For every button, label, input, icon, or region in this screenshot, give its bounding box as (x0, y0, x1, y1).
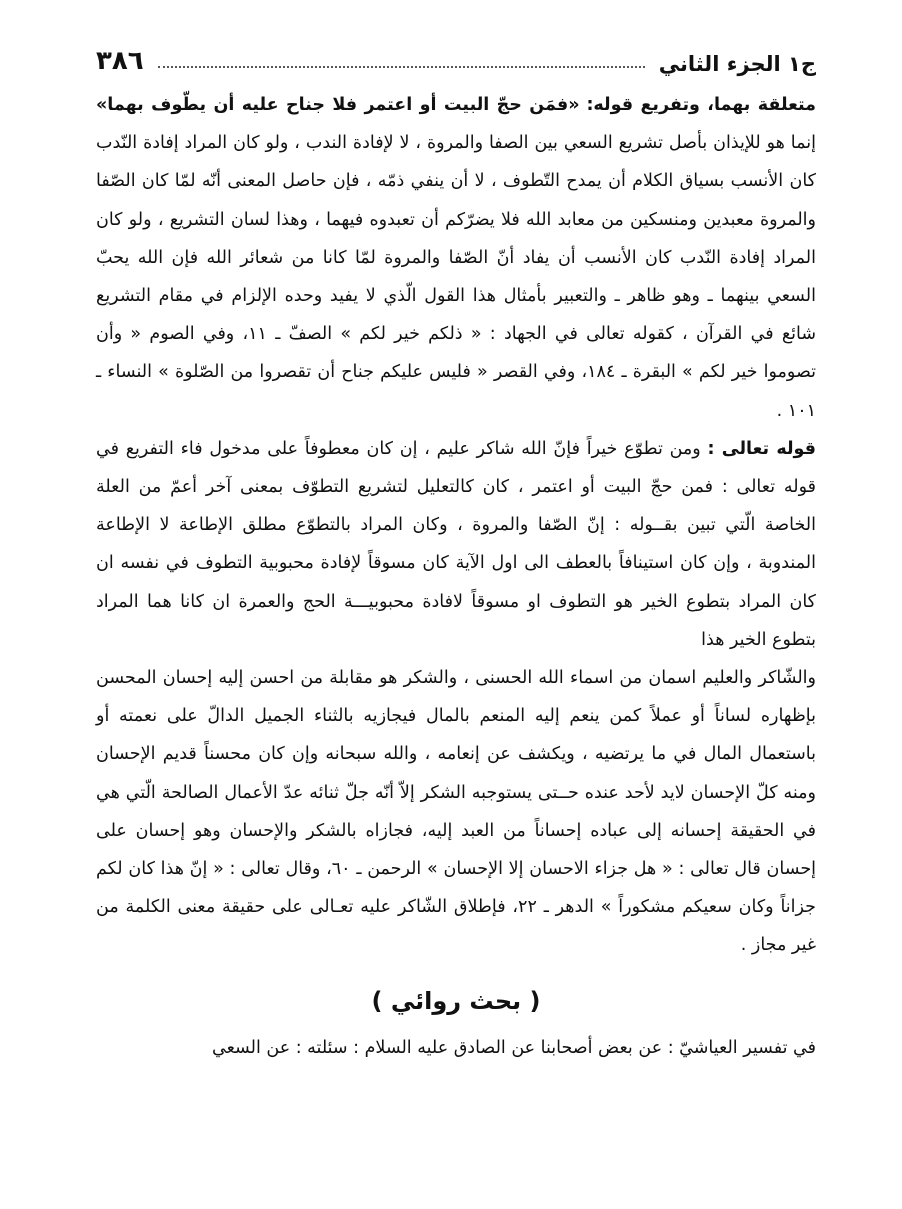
section-heading: ( بحث روائي ) (371, 986, 541, 1015)
page-header (96, 36, 816, 76)
final-line (96, 1029, 816, 1067)
final-line-text: في تفسير العياشيّ : عن بعض أصحابنا عن الصادق عليه السلام : سئلته : عن السعي (211, 1037, 816, 1058)
paragraph-2-quote: ومن تطوّع خيراً فإنّ الله شاكر عليم (436, 438, 701, 459)
paragraph-3 (96, 659, 816, 965)
paragraph-2-lead: قوله تعالى : (707, 438, 816, 459)
paragraph-2 (96, 430, 816, 659)
paragraph-3-text: والشّاكر والعليم اسمان من اسماء الله الحسنى ، والشكر هو مقابلة من احسن إليه إحسان المحسن بإظهاره لساناً أو عملاً كمن ينعم إليه المنعم بالمال فيجازيه بالثناء الجميل الدالّ على نعمته أو باستعمال المال في ما يرتضيه ، ويكشف عن إنعامه ، والله سبحانه وإن كان محسناً قديم الإحسان ومنه كلّ الإحسان لايد لأحد عنده حــتى يستوجبه الشكر إلاّ أنّه جلّ ثنائه عدّ الأعمال الصالحة الّتي هي في الحقيقة إحسانه إلى عباده إحساناً من العبد إليه، فجازاه بالشكر والإحسان وهو إحسان على إحسان قال تعالى : « هل جزاء الاحسان إلا الإحسان » الرحمن ـ ٦٠، وقال تعالى : « إنّ هذا كان لكم جزاناً وكان سعيكم مشكوراً » الدهر ـ ٢٢، فإطلاق الشّاكر عليه تعـالى على حقيقة معنى الكلمة من غير مجاز . (96, 668, 817, 956)
paragraph-1-lead: متعلقة بهما، وتفريع قوله: (586, 95, 816, 115)
paragraph-1-quote: «فمَن حجّ البيت أو اعتمر فلا جناح عليه أن يطّوف بهما» (96, 95, 580, 115)
running-title: ج١ الجزء الثاني (658, 52, 816, 76)
paragraph-1-text: إنما هو للإيذان بأصل تشريع السعي بين الصفا والمروة ، لا لإفادة الندب ، ولو كان المراد إفادة النّدب كان الأنسب بسياق الكلام أن يمدح التّطوف ، لا أن ينفي ذمّه ، فإن حاصل المعنى أنّه لمّا كان الصّفا والمروة معبدين ومنسكين من معابد الله فلا يضرّكم أن تعبدوه فيهما ، وهذا لسان التشريع ، ولو كان المراد إفادة النّدب كان الأنسب أن يفاد أنّ الصّفا والمروة لمّا كانا من شعائر الله فإن الله يحبّ السعي بينهما ـ وهو ظاهر ـ والتعبير بأمثال هذا القول الّذي لا يفيد وحده الإلزام في مقام التشريع شائع في القرآن ، كقوله تعالى في الجهاد : « ذلكم خير لكم » الصفّ ـ ١١، وفي الصوم « وأن تصوموا خير لكم » البقرة ـ ١٨٤، وفي القصر « فليس عليكم جناح أن تقصروا من الصّلوة » النساء ـ ١٠١ . (96, 133, 816, 421)
header-dotted-leader (158, 66, 645, 68)
paragraph-1 (96, 86, 816, 430)
paragraph-2-text: ، إن كان معطوفاً على مدخول فاء التفريع في قوله تعالى : فمن حجّ البيت أو اعتمر ، كان كالتعليل لتشريع التطوّف بمعنى آخر أعمّ من العلة الخاصة الّتي تبين بقــوله : إنّ الصّفا والمروة ، وكان المراد بالتطوّع مطلق الإطاعة لا الإطاعة المندوبة ، وإن كان استينافاً بالعطف الى اول الآية كان مسوقاً لإفادة محبوبية التطوف في نفسه ان كان المراد بتطوع الخير هو التطوف او مسوقاً لافادة محبوبيـــة الحج والعمرة ان كانا هما المراد بتطوع الخير هذا (96, 438, 816, 650)
page-number: ٣٨٦ (96, 46, 144, 76)
